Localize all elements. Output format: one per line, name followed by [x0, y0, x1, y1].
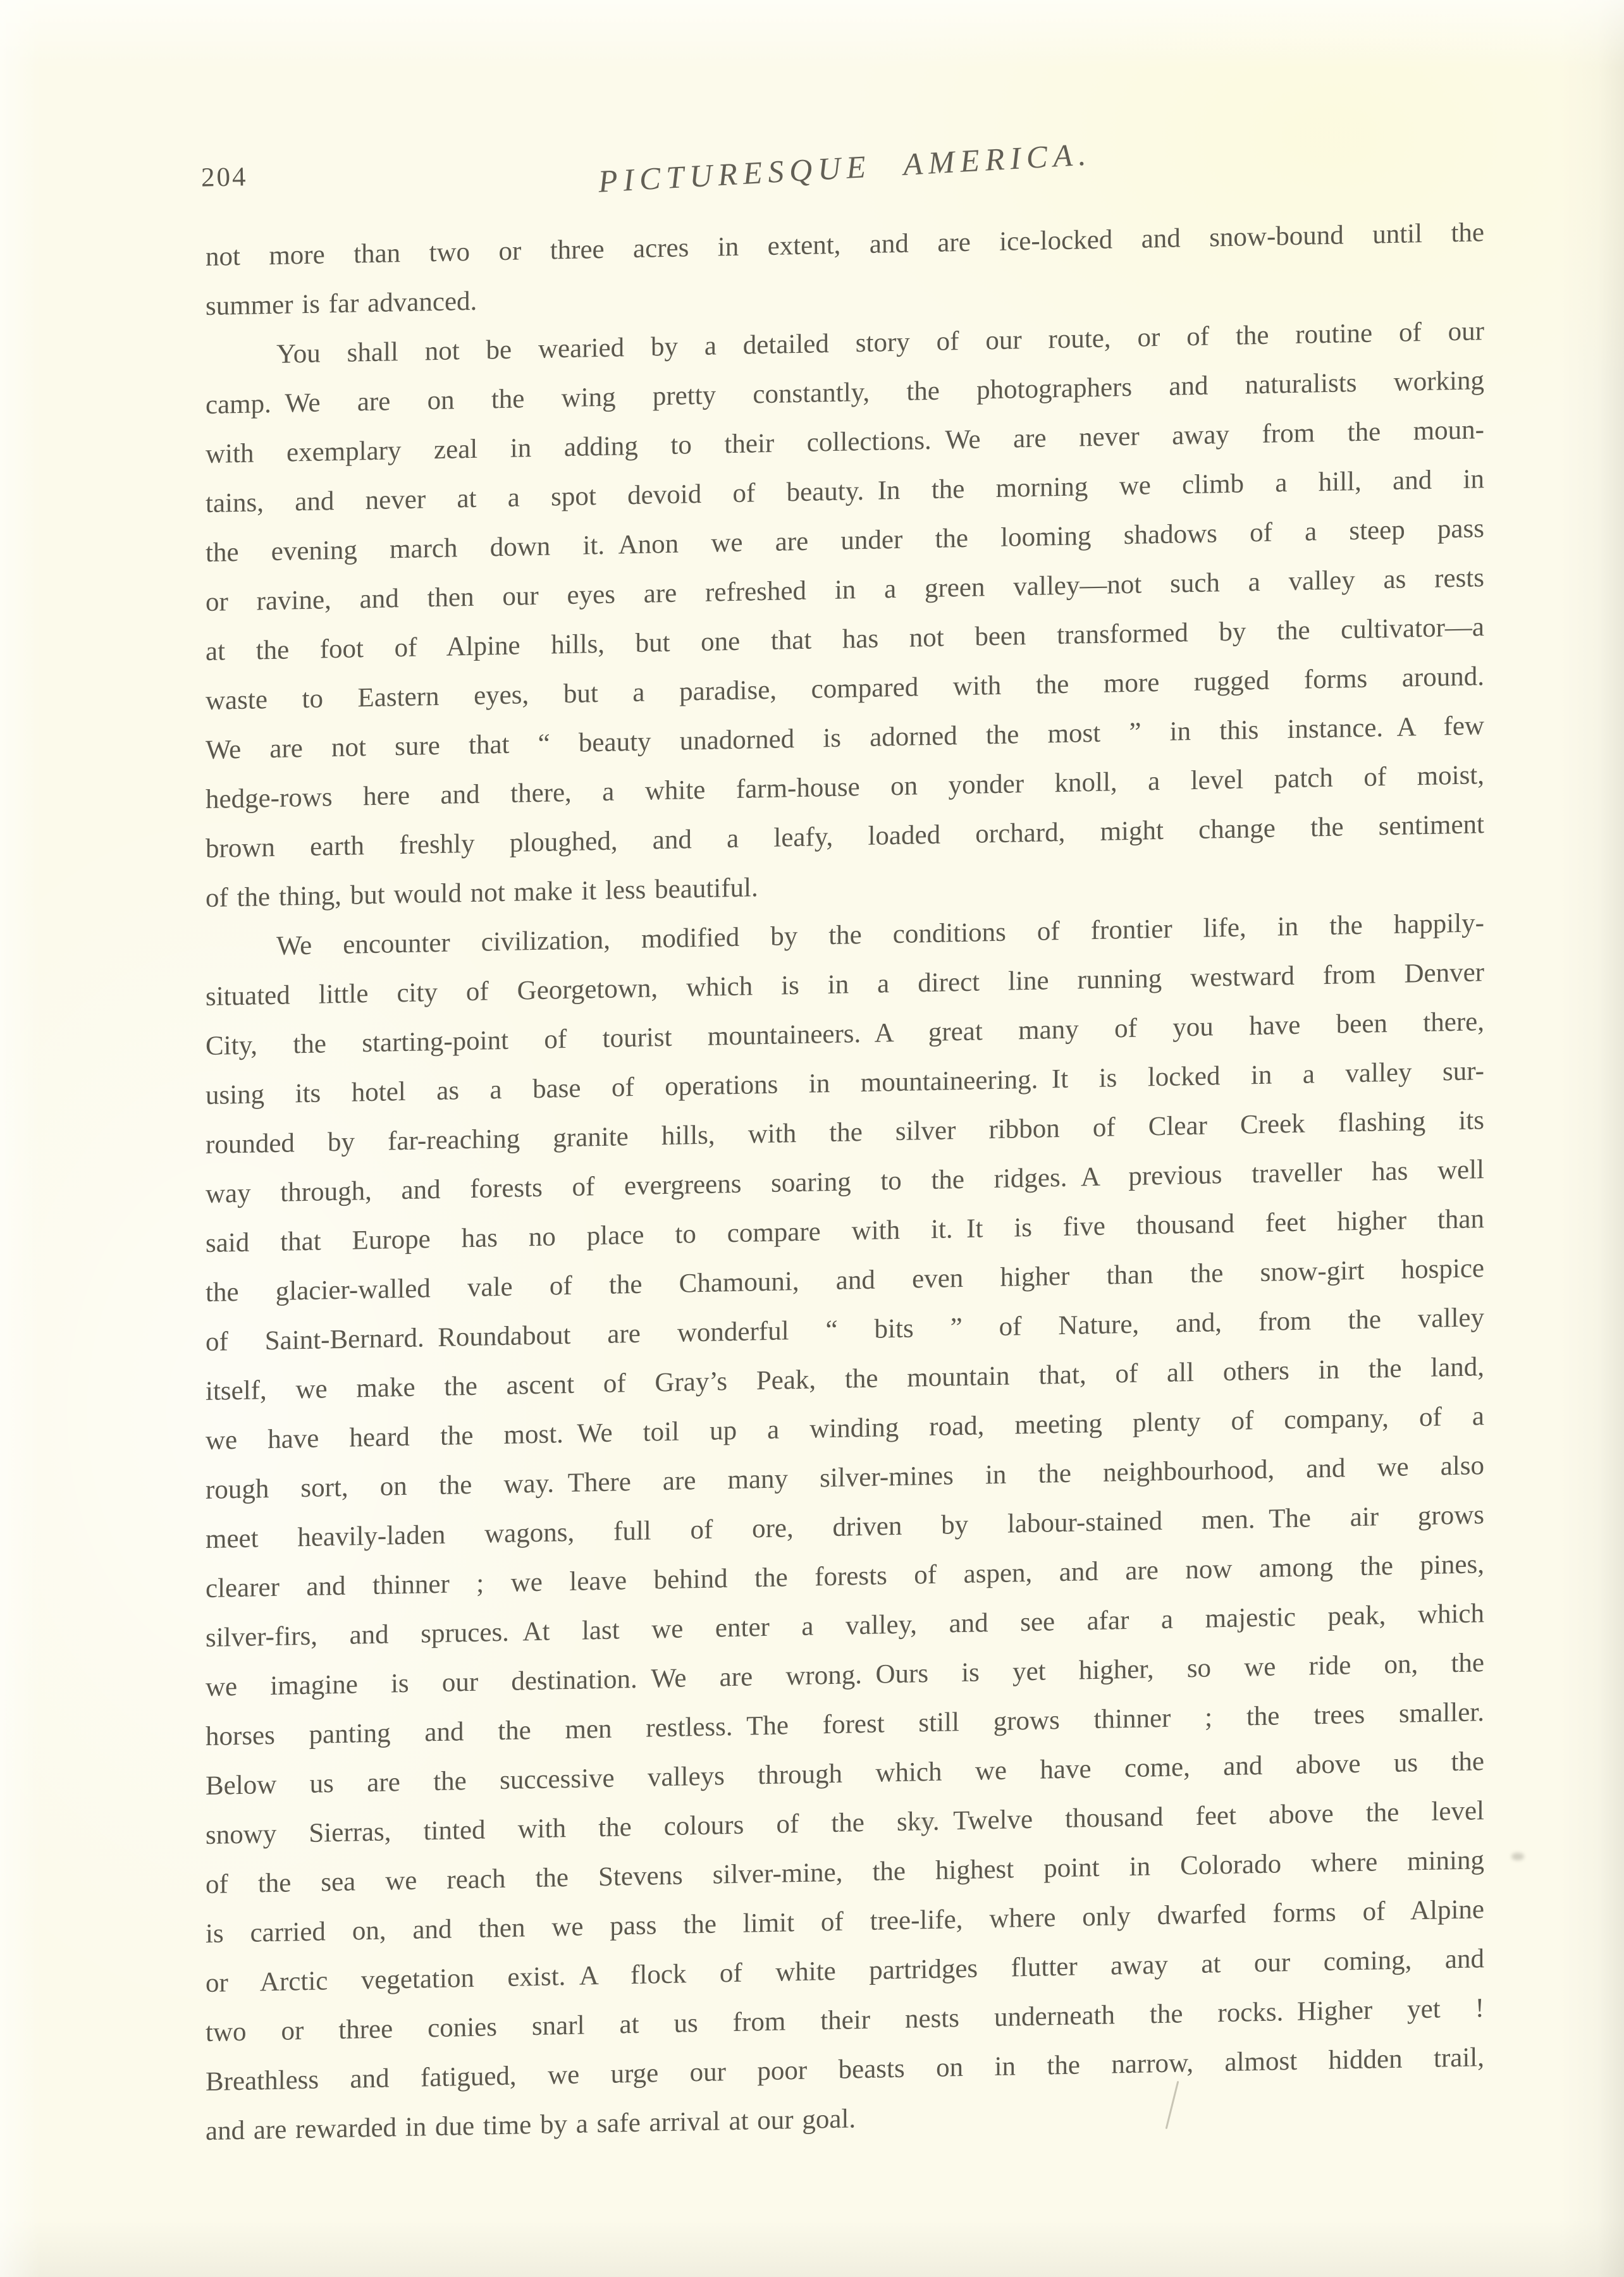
text-line: City, the starting-point of tourist mountaineers. A great many of you have been there,: [206, 1007, 1484, 1061]
text-line: horses panting and the men restless. The forest still grows thinner ; the trees smaller.: [206, 1697, 1484, 1752]
text-line: of the sea we reach the Stevens silver-mine, the highest point in Colorado where mining: [206, 1845, 1484, 1900]
running-title: PICTURESQUE AMERICA.: [597, 136, 1093, 199]
text-line: situated little city of Georgetown, which is in a direct line running westward from Denver: [206, 957, 1484, 1012]
smudge-mark: [1511, 1853, 1524, 1860]
text-line: camp. We are on the wing pretty constantly, the photographers and naturalists working: [206, 365, 1484, 420]
text-line: snowy Sierras, tinted with the colours of the sky. Twelve thousand feet above the level: [206, 1796, 1484, 1850]
text-line: hedge-rows here and there, a white farm-house on yonder knoll, a level patch of moist,: [206, 760, 1484, 814]
text-line: Breathless and fatigued, we urge our poor beasts on in the narrow, almost hidden trail,: [206, 2042, 1484, 2097]
text-line: clearer and thinner ; we leave behind the forests of aspen, and are now among the pines,: [206, 1549, 1484, 1604]
text-line: at the foot of Alpine hills, but one that has not been transformed by the cultivator—a: [206, 612, 1484, 666]
text-line: and are rewarded in due time by a safe arrival at our goal.: [206, 2104, 856, 2146]
text-line: said that Europe has no place to compare with it. It is five thousand feet higher than: [206, 1204, 1484, 1258]
text-line: with exemplary zeal in adding to their collections. We are never away from the moun-: [206, 415, 1484, 469]
text-line: tains, and never at a spot devoid of beauty. In the morning we climb a hill, and in: [206, 464, 1484, 519]
text-line: summer is far advanced.: [206, 286, 477, 321]
text-line: the glacier-walled vale of the Chamouni, and even higher than the snow-girt hospice: [206, 1253, 1484, 1308]
text-line: or ravine, and then our eyes are refreshed in a green valley—not such a valley as rests: [206, 563, 1484, 617]
body-text: [206, 208, 1484, 2156]
text-line: way through, and forests of evergreens soaring to the ridges. A previous traveller has well: [206, 1155, 1484, 1209]
text-line: We encounter civilization, modified by the conditions of frontier life, in the happily-: [276, 908, 1484, 961]
text-line: two or three conies snarl at us from their nests underneath the rocks. Higher yet !: [206, 1993, 1484, 2047]
text-line: We are not sure that “ beauty unadorned is adorned the most ” in this instance. A few: [206, 711, 1484, 765]
text-line: or Arctic vegetation exist. A flock of white partridges flutter away at our coming, and: [206, 1944, 1484, 1998]
text-line: rough sort, on the way. There are many silver-mines in the neighbourhood, and we also: [206, 1451, 1484, 1505]
text-line: brown earth freshly ploughed, and a leafy, loaded orchard, might change the sentiment: [206, 809, 1484, 864]
text-line: waste to Eastern eyes, but a paradise, compared with the more rugged forms around.: [206, 661, 1484, 716]
text-line: not more than two or three acres in extent, and are ice-locked and snow-bound until the: [206, 218, 1484, 272]
text-line: rounded by far-reaching granite hills, with the silver ribbon of Clear Creek flashing its: [206, 1105, 1484, 1160]
text-line: You shall not be wearied by a detailed story of our route, or of the routine of our: [276, 316, 1484, 369]
text-line: of the thing, but would not make it less beautiful.: [206, 873, 758, 913]
page-number: 204: [200, 162, 248, 193]
text-line: we imagine is our destination. We are wrong. Ours is yet higher, so we ride on, the: [206, 1648, 1484, 1702]
text-line: of Saint-Bernard. Roundabout are wonderful “ bits ” of Nature, and, from the valley: [206, 1303, 1484, 1357]
text-line: we have heard the most. We toil up a winding road, meeting plenty of company, of a: [206, 1401, 1484, 1456]
text-line: silver-firs, and spruces. At last we enter a valley, and see afar a majestic peak, which: [206, 1599, 1484, 1653]
text-line: Below us are the successive valleys through which we have come, and above us the: [206, 1746, 1484, 1801]
text-line: is carried on, and then we pass the limit of tree-life, where only dwarfed forms of Alpine: [206, 1894, 1484, 1949]
running-header: [0, 0, 1624, 228]
text-line: itself, we make the ascent of Gray’s Peak, the mountain that, of all others in the land,: [206, 1352, 1484, 1406]
text-line: the evening march down it. Anon we are under the looming shadows of a steep pass: [206, 513, 1484, 568]
text-line: using its hotel as a base of operations in mountaineering. It is locked in a valley sur-: [206, 1056, 1484, 1110]
text-line: meet heavily-laden wagons, full of ore, driven by labour-stained men. The air grows: [206, 1500, 1484, 1554]
